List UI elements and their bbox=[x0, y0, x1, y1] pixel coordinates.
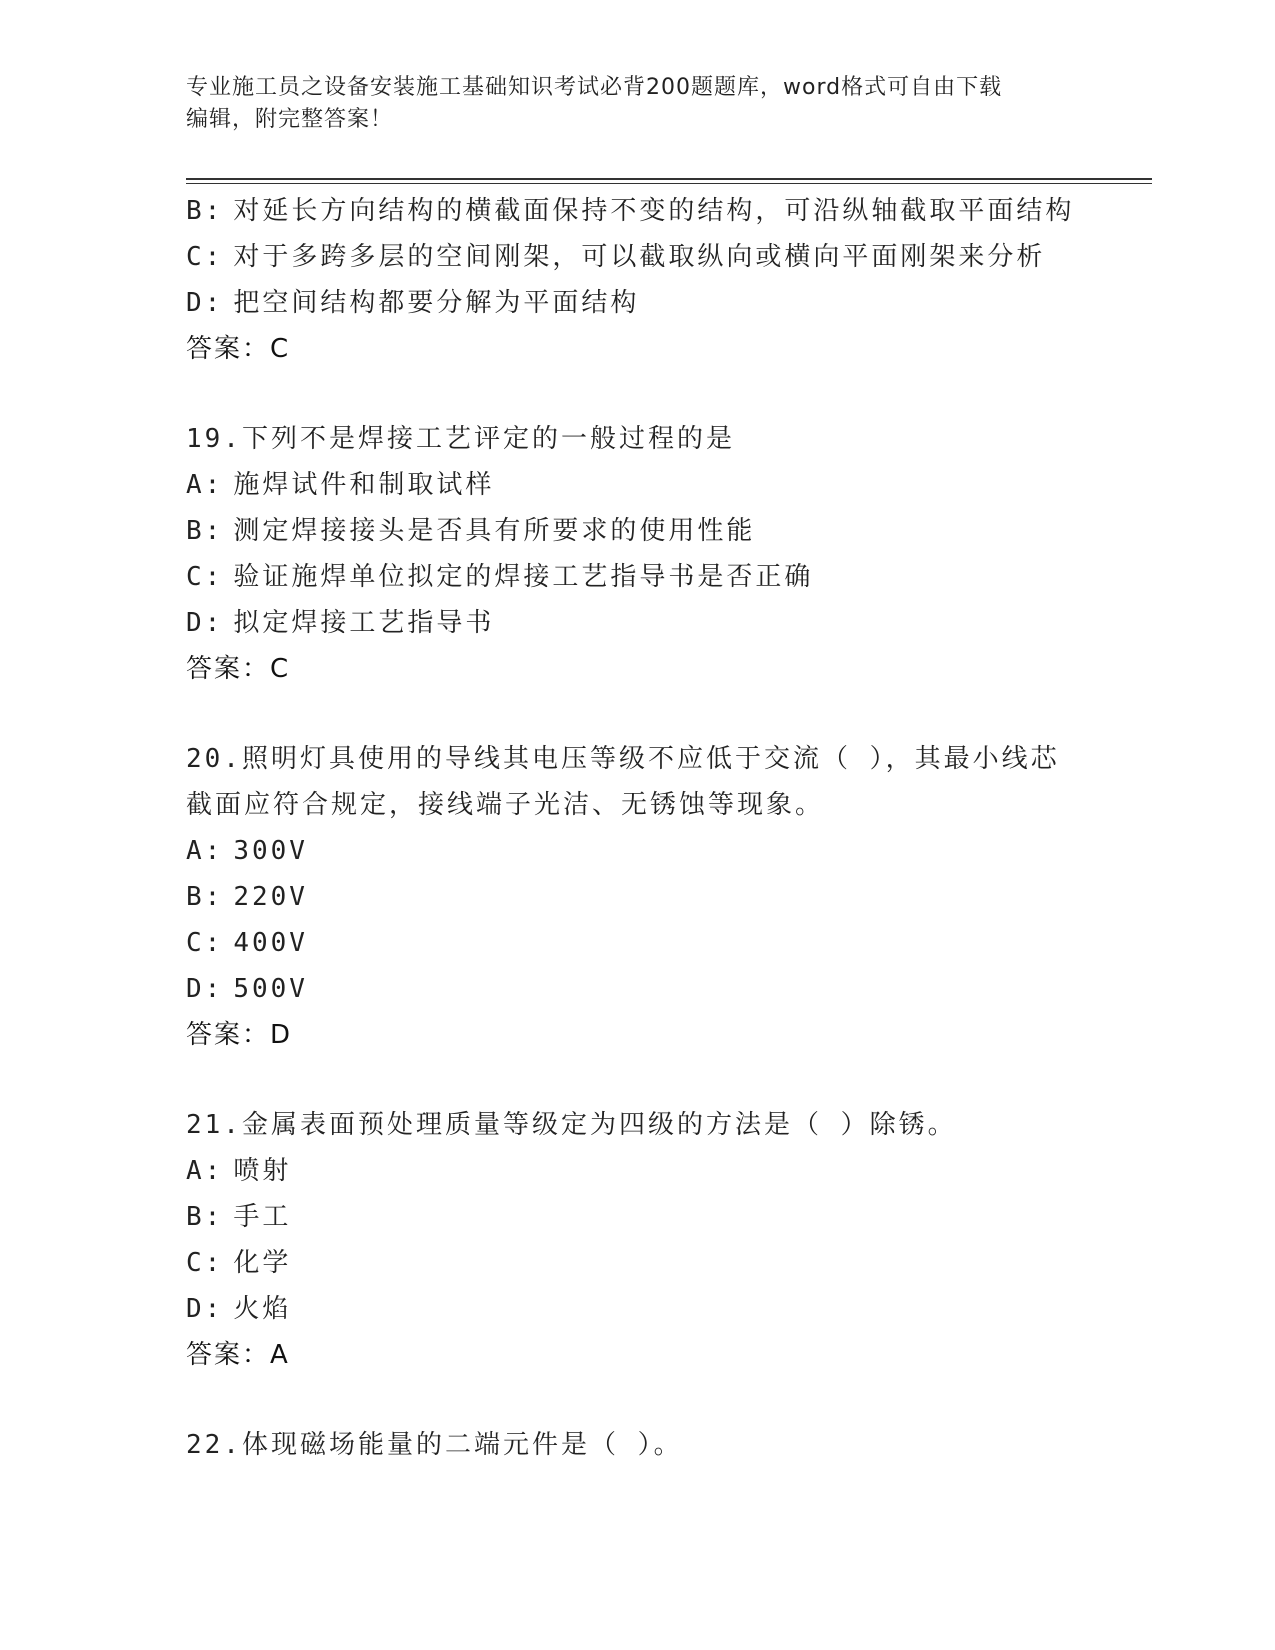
option-b bbox=[186, 188, 1086, 234]
header-divider-thick bbox=[186, 178, 1152, 180]
option-text: 测定焊接接头是否具有所要求的使用性能 bbox=[233, 516, 756, 546]
option-text: 对于多跨多层的空间刚架，可以截取纵向或横向平面刚架来分析 bbox=[233, 242, 1046, 272]
option-key: B: bbox=[186, 196, 224, 226]
answer: 答案：C bbox=[186, 334, 291, 364]
question-22 bbox=[186, 1422, 1086, 1468]
option-d bbox=[186, 600, 1086, 646]
header-title-line-1: 专业施工员之设备安装施工基础知识考试必背200题题库，word格式可自由下载 bbox=[186, 75, 1003, 100]
option-text: 施焊试件和制取试样 bbox=[233, 470, 495, 500]
option-key: A: bbox=[186, 1156, 224, 1186]
option-a bbox=[186, 828, 1086, 874]
option-c bbox=[186, 1240, 1086, 1286]
option-b bbox=[186, 874, 1086, 920]
option-c bbox=[186, 554, 1086, 600]
option-key: C: bbox=[186, 562, 224, 592]
header-title-line-2: 编辑，附完整答案！ bbox=[186, 107, 394, 132]
option-text: 化学 bbox=[233, 1248, 292, 1278]
option-text: 拟定焊接工艺指导书 bbox=[233, 608, 495, 638]
option-c bbox=[186, 234, 1086, 280]
option-key: A: bbox=[186, 470, 224, 500]
option-key: D: bbox=[186, 974, 224, 1004]
option-key: B: bbox=[186, 882, 224, 912]
option-c bbox=[186, 920, 1086, 966]
option-text: 对延长方向结构的横截面保持不变的结构，可沿纵轴截取平面结构 bbox=[233, 196, 1075, 226]
option-key: A: bbox=[186, 836, 224, 866]
option-text: 400V bbox=[233, 928, 308, 958]
option-text: 验证施焊单位拟定的焊接工艺指导书是否正确 bbox=[233, 562, 814, 592]
answer: 答案：D bbox=[186, 1020, 293, 1050]
question-stem: 21.金属表面预处理质量等级定为四级的方法是（ ）除锈。 bbox=[186, 1110, 957, 1140]
option-text: 手工 bbox=[233, 1202, 292, 1232]
option-text: 220V bbox=[233, 882, 308, 912]
option-text: 火焰 bbox=[233, 1294, 292, 1324]
option-key: B: bbox=[186, 516, 224, 546]
option-b bbox=[186, 1194, 1086, 1240]
question-stem: 19.下列不是焊接工艺评定的一般过程的是 bbox=[186, 424, 735, 454]
option-text: 喷射 bbox=[233, 1156, 292, 1186]
option-key: C: bbox=[186, 242, 224, 272]
question-list bbox=[186, 188, 1086, 1468]
question-stem-continued: 截面应符合规定，接线端子光洁、无锈蚀等现象。 bbox=[186, 790, 825, 820]
answer: 答案：A bbox=[186, 1340, 290, 1370]
question-20 bbox=[186, 736, 1086, 1058]
option-key: D: bbox=[186, 608, 224, 638]
question-18-continued bbox=[186, 188, 1086, 372]
option-text: 把空间结构都要分解为平面结构 bbox=[233, 288, 640, 318]
option-key: C: bbox=[186, 928, 224, 958]
option-key: D: bbox=[186, 288, 224, 318]
answer: 答案：C bbox=[186, 654, 291, 684]
document-header bbox=[186, 72, 1086, 136]
option-text: 300V bbox=[233, 836, 308, 866]
option-d bbox=[186, 280, 1086, 326]
question-stem: 22.体现磁场能量的二端元件是（ ）。 bbox=[186, 1430, 683, 1460]
option-b bbox=[186, 508, 1086, 554]
question-stem: 20.照明灯具使用的导线其电压等级不应低于交流（ ），其最小线芯 bbox=[186, 744, 1060, 774]
option-d bbox=[186, 1286, 1086, 1332]
question-21 bbox=[186, 1102, 1086, 1378]
option-key: D: bbox=[186, 1294, 224, 1324]
option-a bbox=[186, 1148, 1086, 1194]
question-19 bbox=[186, 416, 1086, 692]
option-a bbox=[186, 462, 1086, 508]
option-key: B: bbox=[186, 1202, 224, 1232]
option-key: C: bbox=[186, 1248, 224, 1278]
option-d bbox=[186, 966, 1086, 1012]
option-text: 500V bbox=[233, 974, 308, 1004]
header-divider-thin bbox=[186, 183, 1152, 184]
